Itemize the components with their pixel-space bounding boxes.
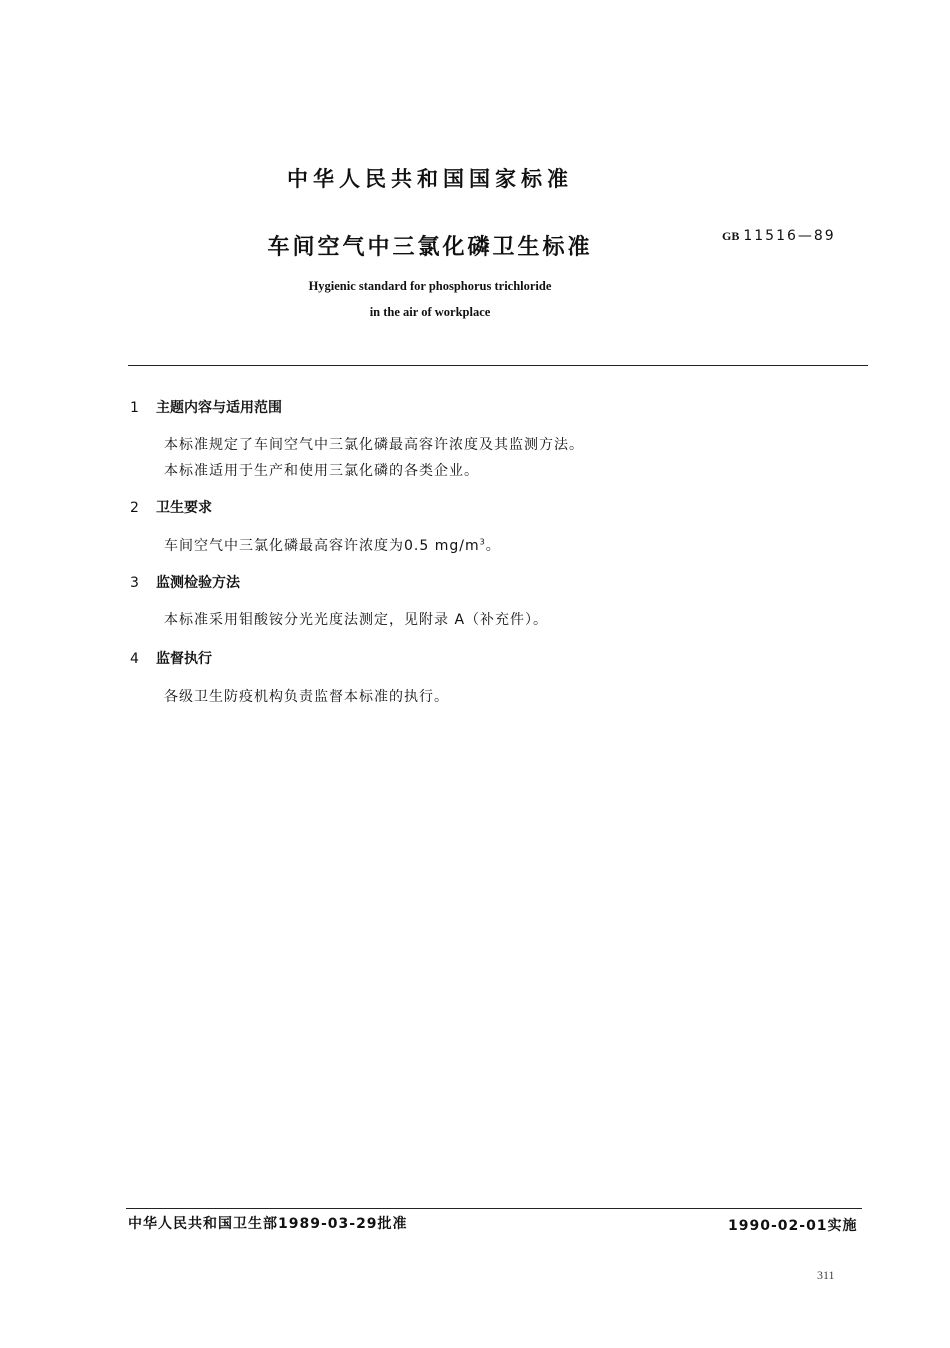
section-number: 1 [130,400,139,416]
section-2-paragraph [164,535,501,555]
standard-code [722,228,836,244]
section-1-heading [130,397,282,417]
section-3-heading [130,572,240,592]
footer-divider [126,1208,862,1209]
standard-code-number: 11516—89 [743,228,836,244]
header-divider [128,365,868,366]
standard-code-prefix: GB [722,229,740,243]
section-number: 3 [130,575,139,591]
section-4-heading [130,648,212,668]
implementation-date: 1990-02-01实施 [728,1218,858,1234]
page-number: 311 [817,1268,835,1282]
section-4-paragraph: 各级卫生防疫机构负责监督本标准的执行。 [164,689,449,705]
section-1-paragraph-1: 本标准规定了车间空气中三氯化磷最高容许浓度及其监测方法。 [164,437,584,453]
limit-text-end: 。 [485,538,501,554]
section-3-paragraph: 本标准采用钼酸铵分光光度法测定，见附录 A（补充件）。 [164,612,549,628]
approval-line: 中华人民共和国卫生部1989-03-29批准 [128,1216,408,1232]
section-number: 2 [130,500,139,516]
document-title-cn: 车间空气中三氯化磷卫生标准 [267,235,593,260]
section-title: 监督执行 [156,651,212,667]
national-standard-label: 中华人民共和国国家标准 [287,167,573,191]
section-title: 监测检验方法 [156,575,240,591]
document-title-en-line2: in the air of workplace [369,305,491,319]
document-title-en-line1: Hygienic standard for phosphorus trichloride [308,279,552,293]
section-number: 4 [130,651,139,667]
section-title: 卫生要求 [156,500,212,516]
limit-text: 车间空气中三氯化磷最高容许浓度为0.5 mg/m [164,538,480,554]
unit-exponent: 3 [479,537,486,547]
section-1-paragraph-2: 本标准适用于生产和使用三氯化磷的各类企业。 [164,463,479,479]
section-2-heading [130,497,212,517]
section-title: 主题内容与适用范围 [156,400,282,416]
